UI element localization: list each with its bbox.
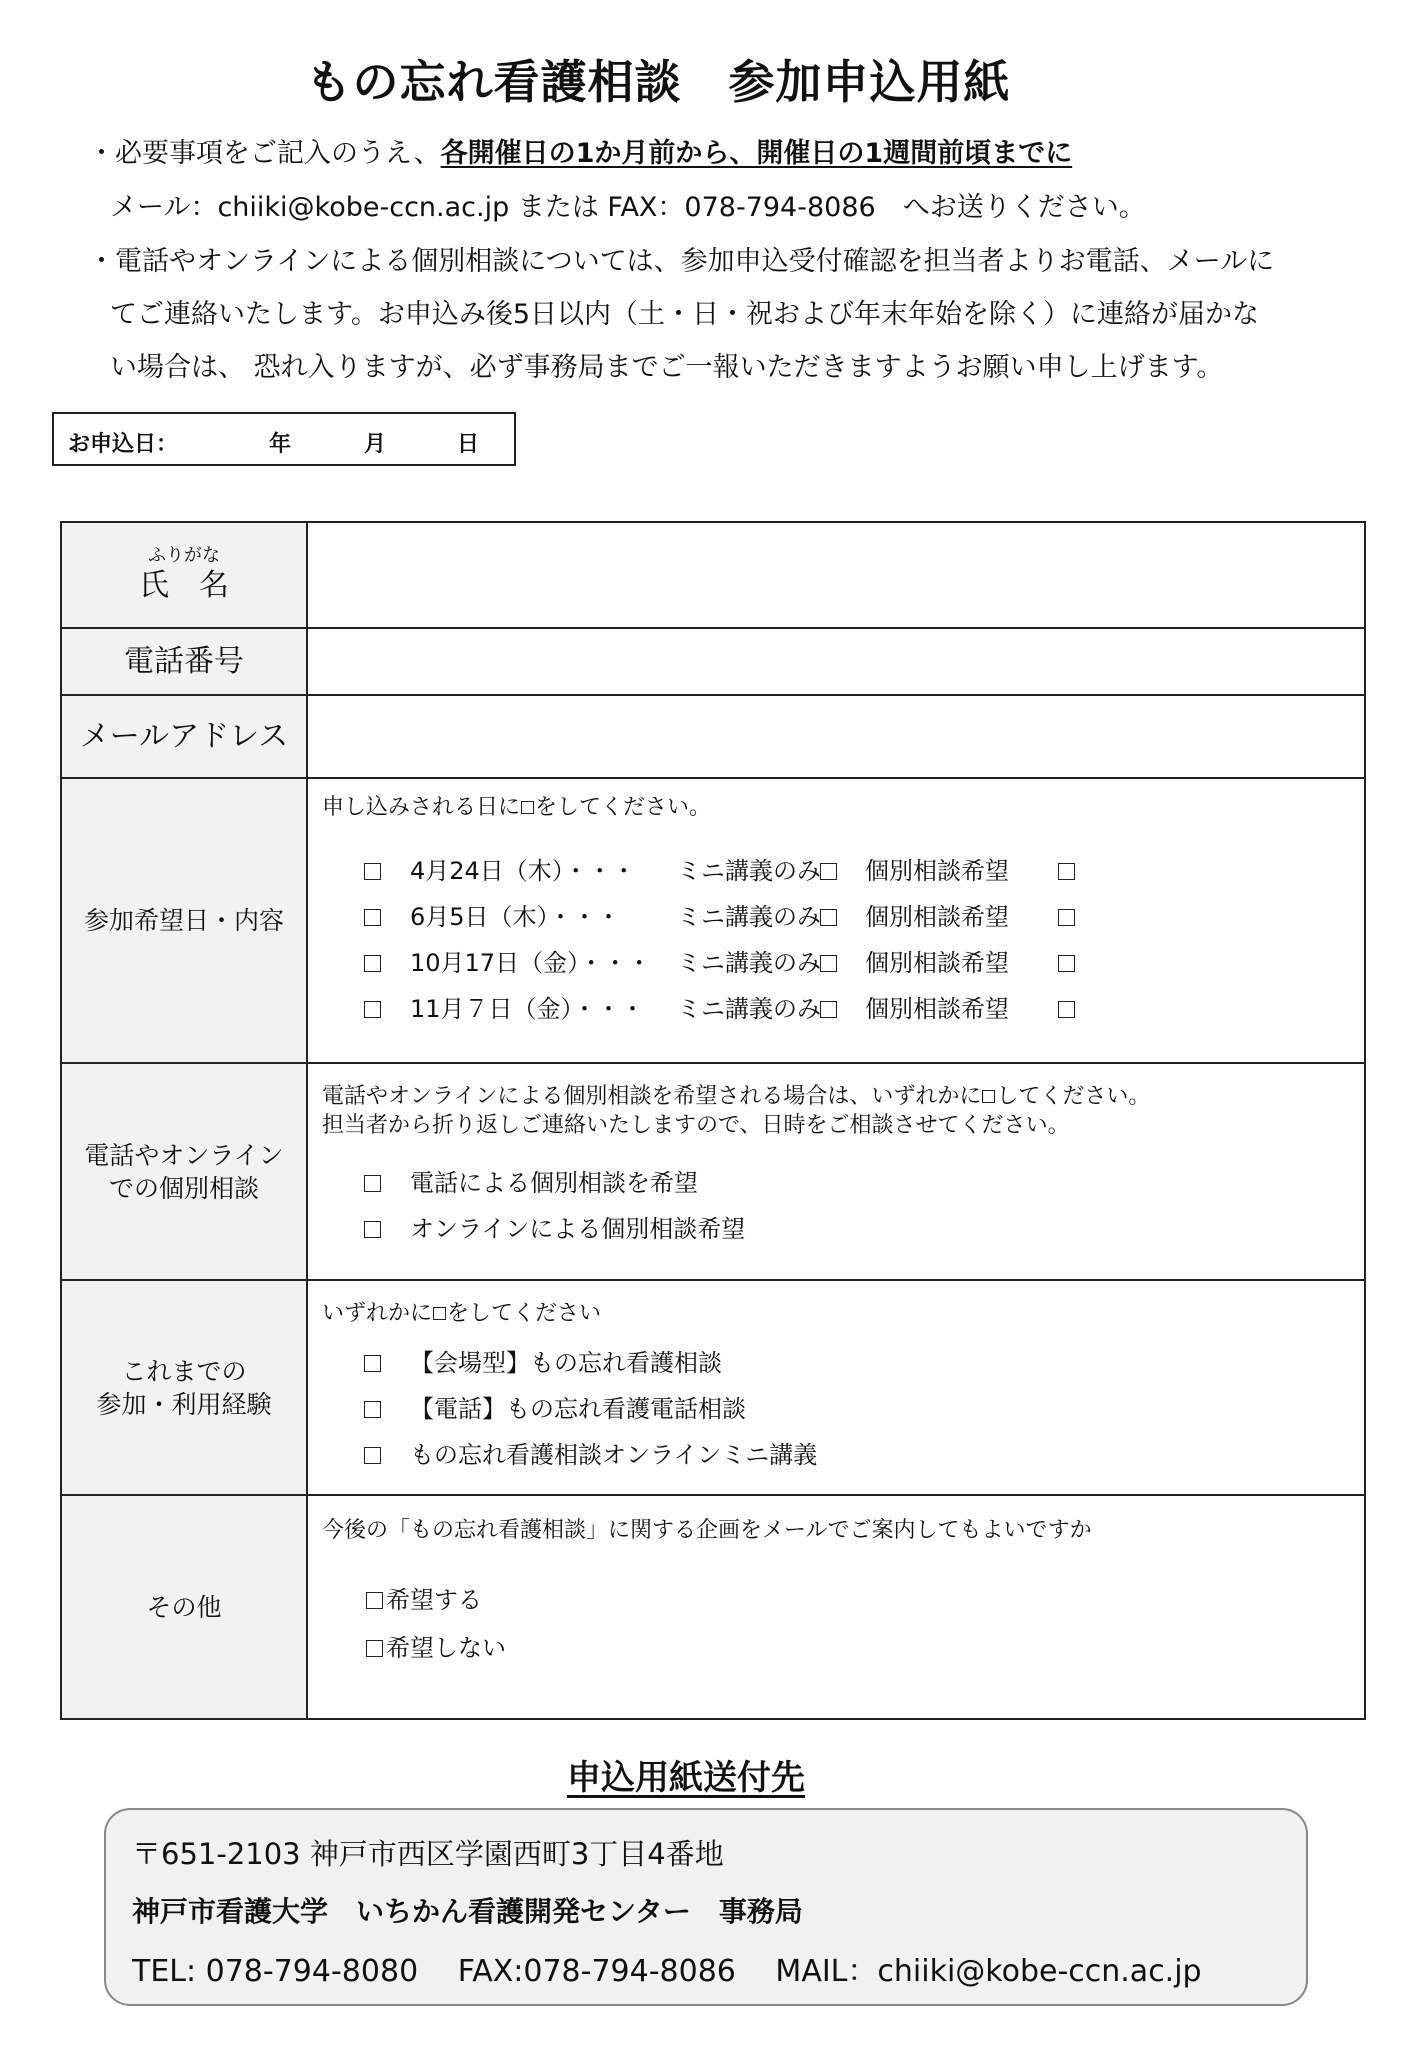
date-3-individual-checkbox[interactable] xyxy=(1058,955,1075,972)
date-3-mini-checkbox[interactable] xyxy=(820,955,837,972)
experience-label-2: 参加・利用経験 xyxy=(96,1389,272,1419)
phone-field[interactable] xyxy=(308,629,1364,694)
checked-box-icon xyxy=(433,1307,446,1320)
date-1-checkbox[interactable] xyxy=(364,863,381,880)
experience-phone-checkbox[interactable] xyxy=(364,1401,381,1418)
date-4-individual-checkbox[interactable] xyxy=(1058,1001,1075,1018)
date-2-individual-checkbox[interactable] xyxy=(1058,909,1075,926)
consult-instruction-1: 電話やオンラインによる個別相談を希望される場合は、いずれかに してください。 xyxy=(322,1084,1151,1109)
date-2-mini-checkbox[interactable] xyxy=(820,909,837,926)
email-field[interactable] xyxy=(308,696,1364,777)
dates-instruction: 申し込みされる日に をしてください。 xyxy=(322,795,712,820)
send-to-title: 申込用紙送付先 xyxy=(567,1758,805,1798)
note-individual-1: ・電話やオンラインによる個別相談については、参加申込受付確認を担当者よりお電話、メールに xyxy=(88,246,1275,277)
note-deadline xyxy=(88,134,1072,174)
page-title: もの忘れ看護相談 参加申込用紙 xyxy=(305,55,1011,109)
other-label: その他 xyxy=(146,1592,222,1622)
phone-label-cell xyxy=(62,629,308,694)
other-cell: 今後の「もの忘れ看護相談」に関する企画をメールでご案内してもよいですか 希望する 希望しない xyxy=(322,1518,1092,1662)
send-address: 〒651-2103 神戸市西区学園西町3丁目4番地 xyxy=(132,1837,724,1871)
application-date-box[interactable] xyxy=(52,412,516,466)
name-ruby: ふりがな xyxy=(148,545,220,566)
application-date-month: 月 xyxy=(364,432,387,457)
send-to-address-box xyxy=(104,1808,1308,2006)
email-label-cell xyxy=(62,696,308,777)
other-yes-checkbox[interactable] xyxy=(366,1592,383,1609)
consult-cell: 電話やオンラインによる個別相談を希望される場合は、いずれかに してください。 担当者から折り返しご連絡いたしますので、日時をご相談させてください。 電話による個別相談を希望 オンラインによる個別相談希望 xyxy=(322,1084,1151,1243)
checked-box-icon xyxy=(521,801,534,814)
date-4-checkbox[interactable] xyxy=(364,1001,381,1018)
date-4-mini-checkbox[interactable] xyxy=(820,1001,837,1018)
phone-label: 電話番号 xyxy=(124,644,244,679)
application-form xyxy=(60,521,1366,1720)
dates-cell: 申し込みされる日に をしてください。 4月24日（木）・・・ ミニ講義のみ 個別相談希望 6月5日（木）・・・ ミニ講義のみ 個別相談希望 10月17日（金）・・・ ミニ講義のみ 個別相談希望 11月７日（金）・・・ ミニ講義のみ 個別相談希望 xyxy=(308,779,1364,1062)
consult-phone-checkbox[interactable] xyxy=(364,1175,381,1192)
experience-cell: いずれかに をしてください 【会場型】もの忘れ看護相談 【電話】もの忘れ看護電話相談 もの忘れ看護相談オンラインミニ講義 xyxy=(322,1301,818,1469)
experience-venue-checkbox[interactable] xyxy=(364,1355,381,1372)
experience-online-checkbox[interactable] xyxy=(364,1447,381,1464)
application-date-day: 日 xyxy=(457,432,480,457)
email-label: メールアドレス xyxy=(79,719,289,754)
consult-label-cell xyxy=(62,1064,308,1279)
send-organization: 神戸市看護大学 いちかん看護開発センター 事務局 xyxy=(132,1895,803,1928)
application-date-label: お申込日： xyxy=(68,432,179,457)
experience-label-1: これまでの xyxy=(121,1356,247,1386)
note-individual-2: てご連絡いたします。お申込み後5日以内（土・日・祝および年末年始を除く）に連絡が届かな xyxy=(110,299,1260,330)
note-deadline-emphasis: 各開催日の1か月前から、開催日の1週間前頃までに xyxy=(440,138,1073,169)
other-label-cell xyxy=(62,1496,308,1718)
name-field[interactable] xyxy=(308,523,1364,627)
date-1-mini-checkbox[interactable] xyxy=(820,863,837,880)
checked-box-icon xyxy=(982,1090,995,1103)
date-1-individual-checkbox[interactable] xyxy=(1058,863,1075,880)
date-3-checkbox[interactable] xyxy=(364,955,381,972)
name-label-cell xyxy=(62,523,308,627)
name-label: 氏 名 xyxy=(139,568,229,603)
row-phone xyxy=(62,629,1364,696)
send-contact: TEL: 078-794-8080 FAX:078-794-8086 MAIL：chiiki@kobe-ccn.ac.jp xyxy=(132,1954,1202,1989)
row-email xyxy=(62,696,1364,779)
dates-label-cell xyxy=(62,779,308,1062)
note-contact: メール：chiiki@kobe-ccn.ac.jp または FAX：078-794-8086 へお送りください。 xyxy=(110,192,1146,223)
row-dates xyxy=(62,779,1364,1064)
consult-label-2: での個別相談 xyxy=(108,1173,259,1203)
experience-instruction: いずれかに をしてください xyxy=(322,1301,602,1326)
other-question: 今後の「もの忘れ看護相談」に関する企画をメールでご案内してもよいですか xyxy=(322,1518,1092,1543)
consult-online-checkbox[interactable] xyxy=(364,1221,381,1238)
application-date-year: 年 xyxy=(269,432,292,457)
note-individual-3: い場合は、 恐れ入りますが、必ず事務局までご一報いただきますようお願い申し上げます。 xyxy=(110,352,1224,383)
row-name xyxy=(62,523,1364,629)
row-consult xyxy=(62,1064,1364,1281)
consult-label-1: 電話やオンライン xyxy=(84,1140,284,1170)
other-no-checkbox[interactable] xyxy=(366,1640,383,1657)
dates-label: 参加希望日・内容 xyxy=(83,906,284,935)
row-experience xyxy=(62,1281,1364,1496)
consult-instruction-2: 担当者から折り返しご連絡いたしますので、日時をご相談させてください。 xyxy=(322,1113,1070,1138)
row-other xyxy=(62,1496,1364,1718)
date-2-checkbox[interactable] xyxy=(364,909,381,926)
note-deadline-prefix: ・必要事項をご記入のうえ、 xyxy=(88,138,441,169)
experience-label-cell xyxy=(62,1281,308,1494)
